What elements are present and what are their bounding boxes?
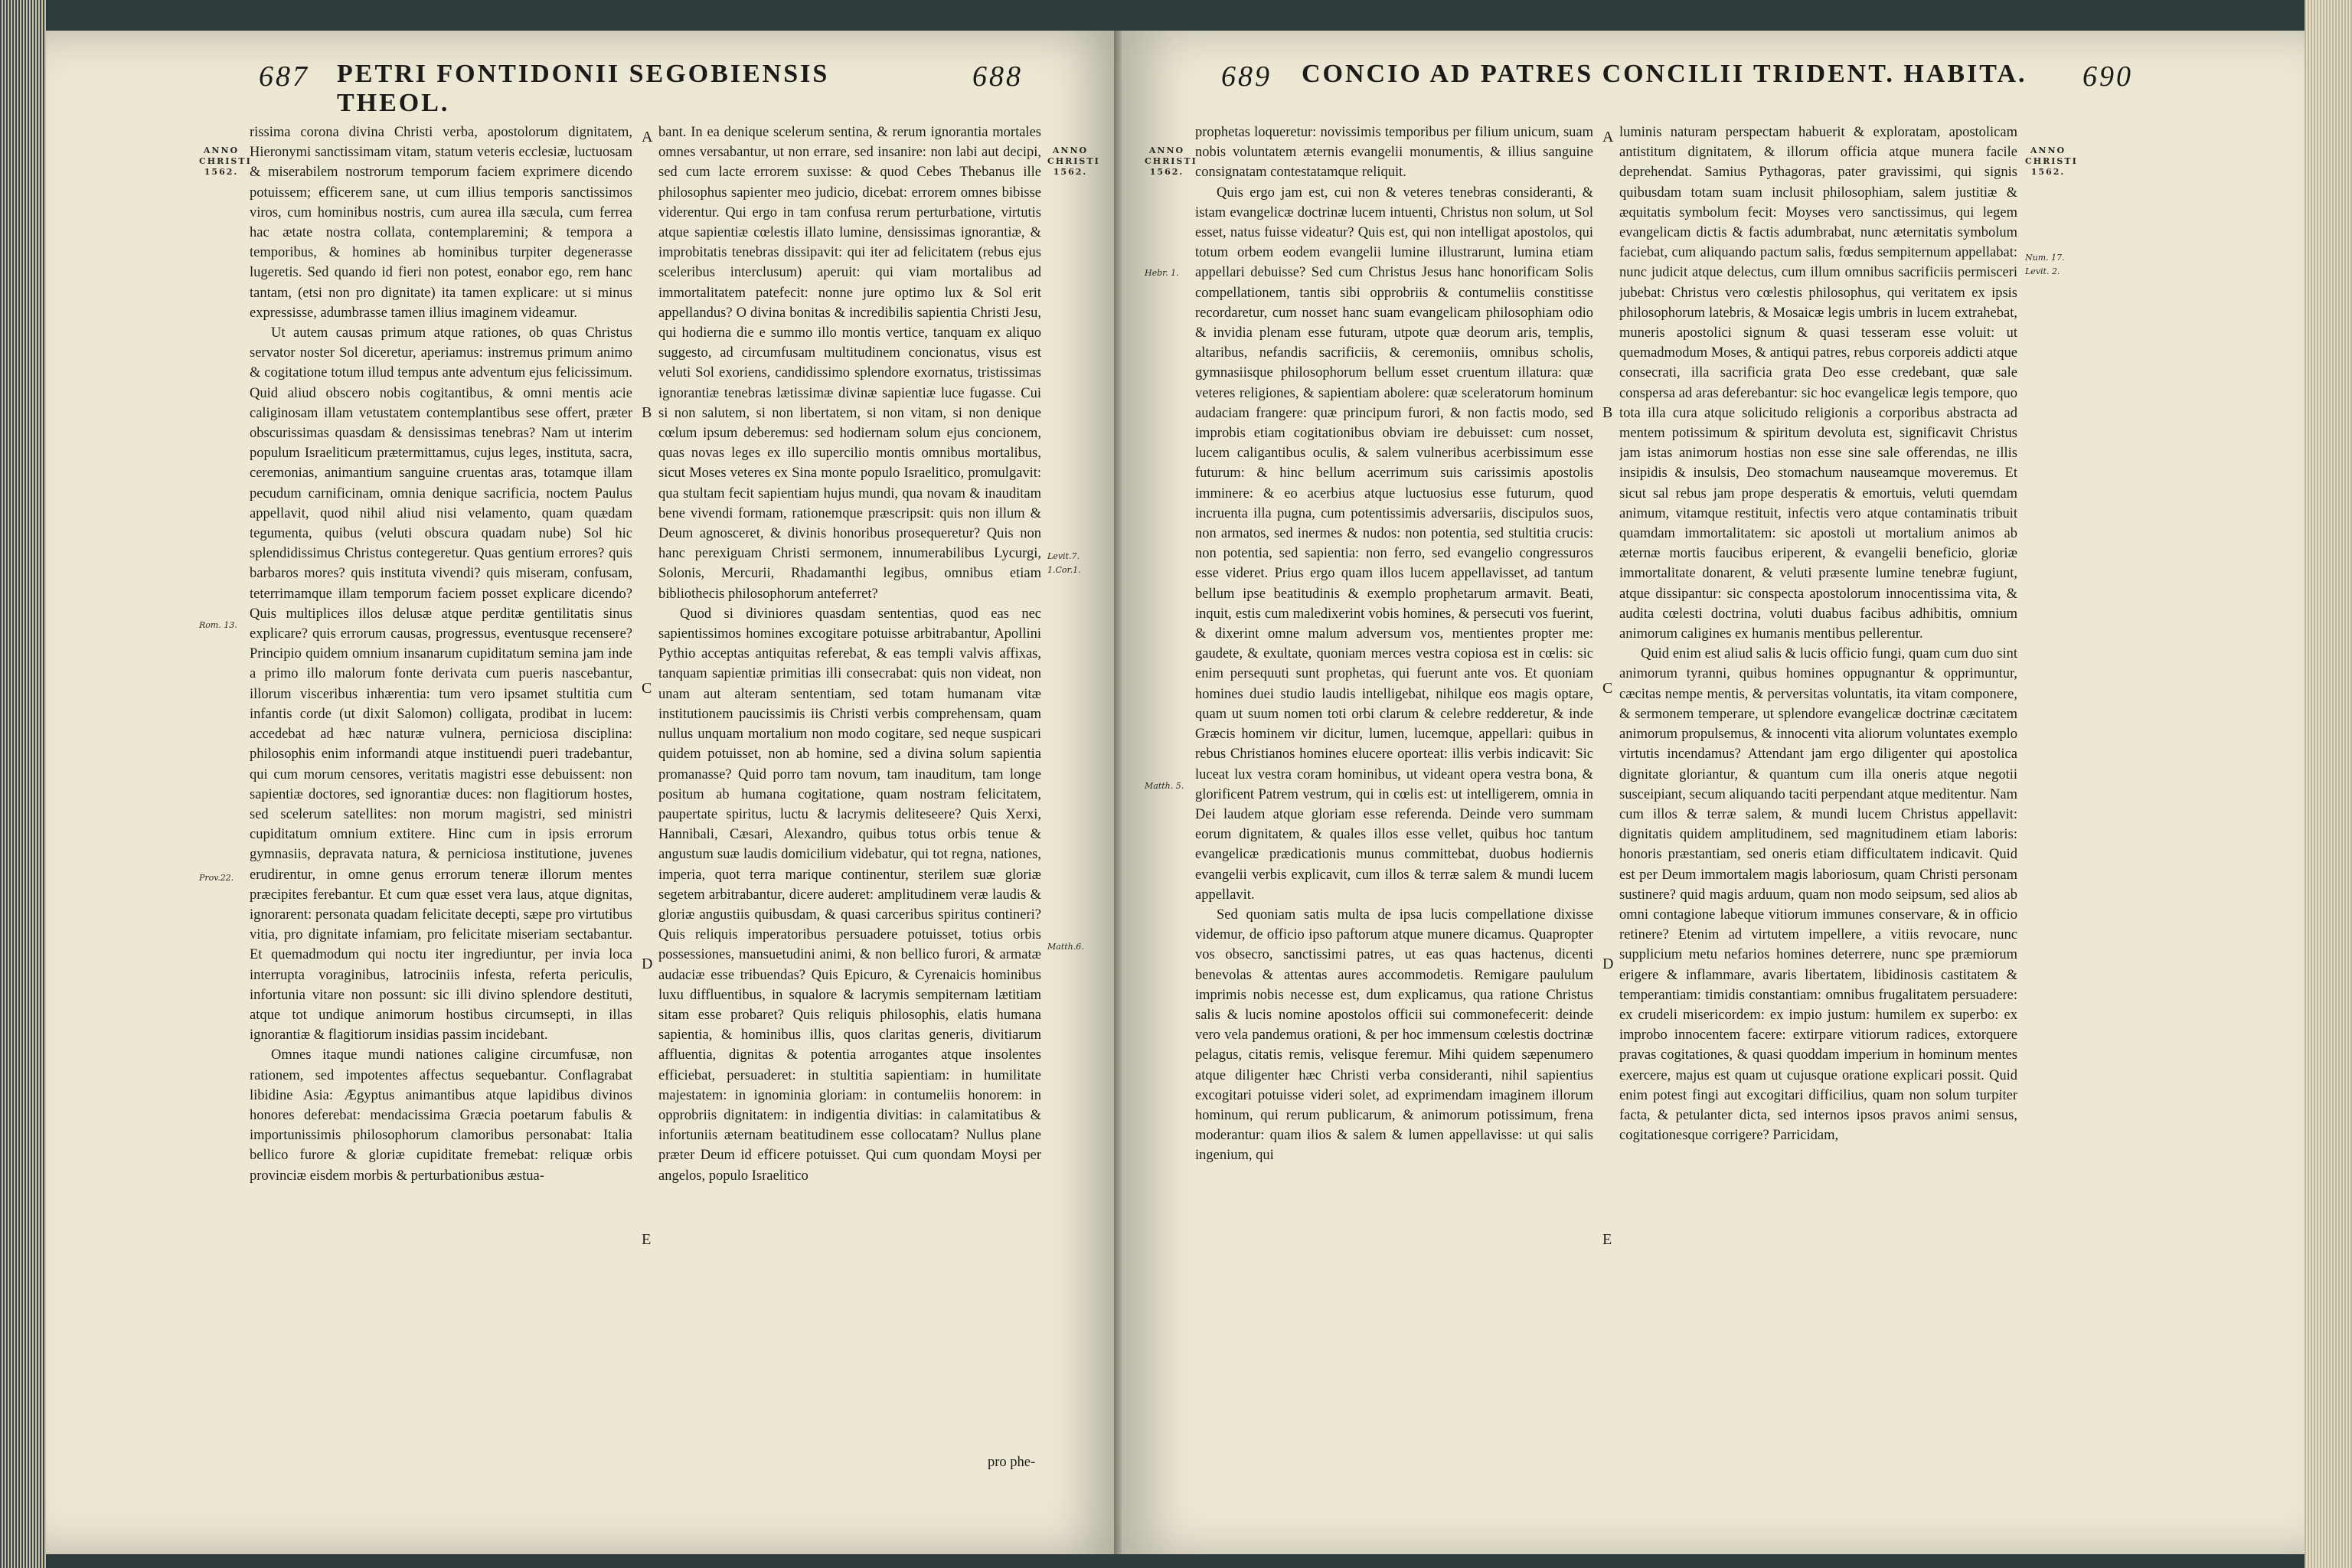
paragraph: Quis ergo jam est, cui non & veteres tenebras consideranti, & istam evangelicæ doctrinæ lucem intuenti, Christus non solum, ut Sol esset, natus fuisse videatur? Quis est, qui non intelligat apostolos, qui totum orbem eodem evangelii lumine illustrarunt, lumina etiam appellari debuisse? Sed cum Christus Jesus hanc honorificam Solis compellationem, tantis sibi opprobriis & contumeliis constitisse recordaretur, cum nosset hanc suam evangelicam philosophiam odio & invidia plenam esse futuram, utpote quæ deorum aris, templis, altaribus, nefandis sacrificiis, & ceremoniis, omnibus scholis, gymnasiisque philosophorum bellum esset cruentum illatura: quæ veteres religiones, & sapientiam abolere: quæ sceleratorum hominum audaciam frangere: quæ principum furori, & non factis modo, sed improbis etiam cogitationibus obviam ire debuisset: cum nosset, lucem caligantibus oculis, & salem vulneribus acerbissimum esse futurum: & hinc bellum acerrimum suis carissimis apostolis imminere: & eo acerbius atque luctuosius esse futurum, quod incruenta illa pugna, cum potentissimis adversariis, discipulos suos, non armatos, sed inermes & nudos: non potentia, sed stultitia crucis: non potentia, sed sapientia: non ferro, sed evangelio congressuros esse videret. Prius ergo quam illos lucem appellavisset, ad tantum bellum ipse beatitudinis & exemplo prophetarum armavit. Beati, inquit, estis cum maledixerint vobis homines, & persecuti vos fuerint, & dixerint omne malum adversum vos, mentientes propter me: gaudete, & exultate, quoniam merces vestra copiosa est in cœlis: sic enim persequuti sunt prophetas, qui fuerunt ante vos. Et quoniam homines duei studio laudis intelligebat, nihilque eos magis optare, quam ut suum nomen toti orbi clarum & celebre redderetur, & inde Græcis hominem vir dicitur, lumen, lucemque, appellari: quibus in rebus Christianos homines elucere oporteat: illis verbis indicavit: Sic luceat lux vestra coram hominibus, ut videant opera vestra bona, & glorificent Patrem vestrum, qui in cœlis est: ut intelligerem, omnia in Dei laudem atque gloriam esse referenda. Deinde vero summam eorum dignitatem, & quales illos esse vellet, quibus hoc tantum evangelicæ prædicationis munus committebat, duobus hodiernis evangelii verbis explicavit, cum illos & terræ salem & mundi lucem appellavit. <box>1195 185 1593 903</box>
margin-notes-outer <box>199 145 252 883</box>
anno-christi-label: ANNO CHRISTI 1562. <box>1047 145 1100 177</box>
right-page <box>1122 31 2305 1554</box>
section-letter: D <box>1602 956 1614 972</box>
running-head-left <box>46 52 1122 117</box>
paragraph: Omnes itaque mundi nationes caligine circumfusæ, non rationem, sed impotentes affectus sequebantur. Conflagrabat libidine Asia: Ægyptus animantibus atque lapidibus divinos honores deferebat: mendacissima Græcia poetarum fabulis & importunissimis philosophorum clamoribus personabat: Italia bellico furore & gloriæ cupiditate fremebat: reliquæ orbis provinciæ eisdem morbis & perturbationibus æstua- <box>250 1047 632 1184</box>
left-page <box>46 31 1122 1554</box>
section-letter: B <box>1602 404 1613 421</box>
paragraph: rissima corona divina Christi verba, apostolorum dignitatem, Hieronymi sanctissimam vitam, statum veteris ecclesiæ, luctuosam & miserabilem nostrorum temporum faciem exprimere dicendo potuissem; efficerem sane, ut cum illius temporis sanctissimos viros, cum hominibus nostris, cum aurea illa sæcula, cum ferrea hac ætate nostra collata, contemplaremini; & tempora a temporibus, & homines ab hominibus turpiter degenerasse lugeretis. Sed quando id fieri non potest, eonabor ego, rem hanc tantam, (etsi non pro dignitate) ita tamen explicare: ut si minus expressisse, adumbrasse tamen illius imaginem videamur. <box>250 125 632 321</box>
margin-note: Matth.6. <box>1047 942 1084 952</box>
page-number: 689 <box>1221 60 1272 93</box>
book-edge-left <box>0 0 46 1568</box>
anno-christi-label: ANNO CHRISTI 1562. <box>2025 145 2078 177</box>
paragraph: Sed quoniam satis multa de ipsa lucis compellatione dixisse videmur, de officio ipso paftorum atque munere dicamus. Quapropter vos obsecro, sanctissimi patres, ut eas quas hactenus, dicenti benevolas & attentas aures accommodetis. Remigare paululum imprimis nobis necesse est, dum explicamus, qua ratione Christus salis & lucis nomine apostolos officii sui commonefecerit: deinde vero vela pandemus orationi, & per hoc immensum cœlestis doctrinæ pelagus, citatis remis, velisque feremur. Mihi quidem sæpenumero atque diligenter hæc Christi verba consideranti, nihil sapientius excogitari potuisse videri solet, ad exprimendam imaginem illorum hominum, qui rerum publicarum, & animorum potissimum, frena moderantur: quam ilios & salem & lumen appellavisse: ut qui salis ingenium, qui <box>1195 906 1593 1164</box>
section-letter: C <box>642 680 652 697</box>
margin-note: Rom. 13. <box>199 620 237 630</box>
running-title: CONCIO AD PATRES CONCILII TRIDENT. HABITA. <box>1302 60 2027 88</box>
margin-notes-outer <box>1145 145 1197 791</box>
section-letter: E <box>642 1231 652 1248</box>
page-number: 688 <box>972 60 1023 93</box>
paragraph: Quod si diviniores quasdam sententias, quod eas nec sapientissimos homines excogitare potuisse arbitrabantur, Apollini Pythio acceptas antiquitas referebat, & eas templi valvis affixas, tanquam sapientiæ primitias illi consecrabat: quis non videat, non unam aut alteram sententiam, sed totam humanam vitæ institutionem paucissimis iis Christi verbis comprehensam, quam nullus unquam mortalium non modo cogitare, sed neque suspicari quidem potuisset, non ab homine, sed a divina solum sapientia promanasse? Quid porro tam novum, tam inauditum, tam longe positum ab humana cogitatione, quam nostram felicitatem, paupertate spiritus, luctu & lacrymis deliteseere? Quis Xerxi, Hannibali, Cæsari, Alexandro, quibus totus orbis tenue & angustum suæ laudis domicilium videbatur, qui tot regna, nationes, imperia, quot terra marique continentur, sterilem suæ gloriæ segetem arbitrabantur, dicere auderet: amplitudinem veræ laudis & gloriæ angustiis quibusdam, & quasi carceribus spiritus contineri? Quis reliquis imperatoribus persuadere potuisset, totius orbis possessiones, mansuetudini animi, & non bellico furori, & armatæ audaciæ esse tribuendas? Quis Epicuro, & Cyrenaicis hominibus luxu diffluentibus, in squalore & lacrymis sempiternam lætitiam sitam esse probaret? Quis reliquis philosophis, elatis humana sapientia, & hominibus illis, quos claritas generis, divitiarum affluentia, dignitas & potentia arrogantes atque insolentes efficiebat, persuaderet: in stultitia sapientiam: in humilitate majestatem: in ignominia gloriam: in contumeliis honorem: in opprobriis dignitatem: in indigentia divitias: in calamitatibus & infortuniis æternam beatitudinem esse collocatam? Nullus plane præter Deum id efficere potuisset. Qui cum quondam Moysi per angelos, populo Israelitico <box>658 606 1041 1184</box>
section-letter: A <box>642 129 653 145</box>
margin-note: Levit. 2. <box>2025 266 2060 276</box>
margin-note: Matth. 5. <box>1145 781 1184 791</box>
margin-notes-inner <box>1047 145 1100 952</box>
page-number: 690 <box>2082 60 2133 93</box>
anno-christi-label: ANNO CHRISTI 1562. <box>1145 145 1197 177</box>
running-head-right <box>1122 52 2305 98</box>
section-letter: B <box>642 404 652 421</box>
section-letter: C <box>1602 680 1613 697</box>
paragraph: bant. In ea denique scelerum sentina, & rerum ignorantia mortales omnes versabantur, ut non errare, sed insanire: non labi aut decipi, sed cum lacte errorem suxisse: & quod Cebes Thebanus ille philosophus sapienter meo judicio, dicebat: errorem omnes bibisse viderentur. Qui ergo in tam confusa rerum perturbatione, virtutis atque sapientiæ cœlestis illato lumine, densissimas ignorantiæ, & improbitatis tenebras dissipavit: qui iter ad felicitatem (rebus ejus sceleribus interclusum) aperuit: qui viam mortalibus ad immortalitatem patefecit: nonne jure optimo lux & Sol erit appellandus? O divina bonitas & incredibilis sapientia Christi Jesu, qui hodierna die e summo illo montis vertice, tanquam ex aliquo suggesto, ad circumfusam multitudinem concionatus, visus est veluti Sol exoriens, candidissimo splendore exornatus, tristissimas ignorantiæ tenebras lætissimæ divinæ sapientiæ luce fugasse. Cui si non salutem, si non libertatem, si non vitam, si non denique cœlum ipsum deberemus: sed hodiernam solum ejus concionem, quas novas leges ex illo supercilio montis omnibus mortalibus, sicut Moses veteres ex Sina monte populo Israelitico, promulgavit: qua stultam fecit sapientiam hujus mundi, qua novam & inauditam bene vivendi formam, rationemque præscripsit: quis non illum & Deum agnosceret, & divinis honoribus prosequeretur? Quis non hanc perexiguam Christi sermonem, innumerabilibus Lycurgi, Solonis, Mercurii, Rhadamanthi legibus, omnibus etiam bibliothecis philosophorum anteferret? <box>658 125 1041 602</box>
text-column <box>1619 122 2017 1439</box>
paragraph: Quid enim est aliud salis & lucis officio fungi, quam cum duo sint animorum tyranni, quibus homines oppugnantur & opprimuntur, cæcitas nempe mentis, & perversitas voluntatis, ita vitam componere, & sermonem temperare, ut splendore evangelicæ doctrinæ cæcitatem animorum propulsemus, & innocenti vita aliorum voluntates exemplo virtutis incendamus? Attendant jam ergo diligenter qui apostolica dignitate gloriantur, & quantum cum illa oneris atque negotii susceipiant, secum aliquando taciti perpendant atque meditentur. Nam cum illos & terræ salem, & mundi lucem Christus appellavit: dignitatis quidem amplitudinem, sed magnitudinem etiam laboris: honoris præstantiam, sed oneris etiam difficultatem indicavit. Quid est per Deum immortalem magis laboriosum, quam Christi personam sustinere? quid magis arduum, quam non modo seipsum, sed alios ab omni contagione labeque vitiorum immunes conservare, & in officio retinere? Etenim ad virtutem impellere, a vitiis revocare, nunc supplicium metu nefarios homines deterrere, nunc spe præmiorum erigere & inflammare, avaris libertatem, libidinosis castitatem & temperantiam: timidis constantiam: omnibus frugalitatem persuadere: ex crudeli misericordem: ex impio justum: humilem ex superbo: ex improbo innocentem facere: extirpare vitiorum radices, extorquere pravas cogitationes, & quasi quoddam imperium in hominum mentes exercere, majus est quam ut cujusque oratione explicari possit. Quid enim potest fingi aut excogitari difficilius, quam non solum turpiter facta, & petulanter dicta, sed internos ipsos pravos animi sensus, cogitationesque corrigere? Parricidam, <box>1619 646 2017 1144</box>
margin-note: Prov.22. <box>199 873 234 883</box>
anno-christi-label: ANNO CHRISTI 1562. <box>199 145 252 177</box>
margin-note: Levit.7. <box>1047 551 1080 561</box>
paragraph: luminis naturam perspectam habuerit & exploratam, apostolicam antistitum dignitatem, & illorum officia atque munera facile deprehendat. Samius Pythagoras, pater gravissimi, qui signis quibusdam totam suam inclusit philosophiam, salem justitiæ & æquitatis symbolum fecit: Moyses vero sanctissimus, qui legem evangelicam dictis & factis adumbrabat, nunc æternitatis symbolum faciebat, cum aliquando pactum salis, fœdus sempiternum appellabat: nunc judicit atque delectus, cum illum omnibus sacrificiis permisceri jubebat: Christus vero cœlestis philosophus, qui veritatem ex ipsis philosophorum latebris, & Mosaicæ legis umbris in lucem extrahebat, muneris apostolici signum & quasi tesseram esse voluit: ut quemadmodum Moses, & antiqui patres, rebus corporeis addicti atque consecrati, illa sacrificia grata Deo esse credebant, quæ sale conspersa ad aras deferebantur: sic hoc evangelicæ legis tempore, quo tota illa cura atque solicitudo religionis a corporibus abstracta ad mentem potissimum & spiritum devoluta est, significavit Christus jam istas animorum hostias non esse sine sale offerendas, ne illis insipidis & insulsis, Deo stomachum nauseamque moveremus. Et sicut sal rebus jam prope desperatis & emortuis, veluti quemdam animum, vitamque restituit, infectis vero atque contaminatis tribuit quamdam immortalitatem: sic apostoli ut mortalium animos ab æternæ mortis faucibus eriperent, & evangelii beneficio, gloriæ immortalitate donarent, & veluti præsente lumine tenebræ fugiunt, atque dissipantur: sic conspecta apostolorum innocentissima vita, & audita cœlesti doctrina, voluti duabus facibus adhibitis, omnium animorum caligines ex humanis mentibus pellerentur. <box>1619 125 2017 642</box>
section-letter: E <box>1602 1231 1612 1248</box>
text-column <box>658 122 1041 1439</box>
running-title: PETRI FONTIDONII SEGOBIENSIS THEOL. <box>337 60 830 117</box>
margin-note: 1.Cor.1. <box>1047 565 1081 575</box>
margin-note: Hebr. 1. <box>1145 268 1179 278</box>
text-column <box>250 122 632 1439</box>
margin-note: Num. 17. <box>2025 253 2065 263</box>
catchword: pro phe- <box>988 1455 1036 1470</box>
paragraph: prophetas loqueretur: novissimis temporibus per filium unicum, suam nobis voluntatem æternis evangelii monumentis, & illius sanguine consignatam contestatamque reliquit. <box>1195 125 1593 181</box>
book-edge-right <box>2305 0 2352 1568</box>
paragraph: Ut autem causas primum atque rationes, ob quas Christus servator noster Sol diceretur, aperiamus: instremus primum animo & cogitatione totum illud tempus ante adventum ejus felicissimum. Quid aliud obscero nobis cogitantibus, & omni mentis acie caliginosam illam vetustatem contemplantibus sese offert, præter obscurissimas quasdam & densissimas tenebras? Nam ut interim populum Israeliticum prætermittamus, cujus leges, instituta, sacra, ceremonias, animantium sanguine cruentas aras, totamque illam pecudum carnificinam, omnia denique sacrificia, noctem Paulus appellavit, quod nihil aliud nisi velamento, quam quædam tegumenta, quibus (veluti obscura quadam nube) Sol hic splendidissimus Christus contegeretur. Quas gentium errores? quis barbaros mores? quis instituta vivendi? quis miseram, confusam, teterrimamque illam temporum faciem posset explicare dicendo? Quis multiplices illos delusæ atque perditæ gentilitatis sinus explicare? quis errorum causas, progressus, eventusque recensere? Principio quidem omnium insanarum cupiditatum semina jam inde a primo illo malorum fonte derivata cum pueris nascebantur, illorum visceribus inhærentia: tum vero ipsamet stultitia cum infantis corde (ut dixit Salomon) colligata, prodibat in lucem: accedebat ad hæc naturæ vulnera, perniciosa disciplina: philosophis enim informandi atque instituendi pueri tradebantur, qui cum morum censores, veritatis magistri esse debuissent: non sapientiæ doctores, sed ignorantiæ duces: non flagitiorum hostes, sed scelerum satellites: non morum magistri, sed ministri cupiditatum omnium extitere. Hinc cum in ipsis errorum gymnasiis, depravata natura, & perniciosa institutione, juvenes erudirentur, in omne genus errorum teneræ illorum mentes præcipites ferebantur. Et cum quæ esset vera laus, atque dignitas, ignorarent: personata quadam felicitate decepti, sæpe pro virtutibus vitia, pro dignitate infamiam, pro felicitate miseriam sectabantur. Et quemadmodum qui noctu iter ingrediuntur, per invia loca interrupta voraginibus, latrociniis infesta, referta periculis, infortunia vitare non possunt: sic illi divino splendore destituti, atque tot undique animorum hostibus circumsepti, in illas ignorantiæ & flagitiorum insidias passim incidebant. <box>250 325 632 1044</box>
section-letter: D <box>642 956 653 972</box>
page-number: 687 <box>259 60 309 93</box>
section-letter: A <box>1602 129 1614 145</box>
text-column <box>1195 122 1593 1439</box>
margin-notes-inner <box>2025 145 2078 276</box>
